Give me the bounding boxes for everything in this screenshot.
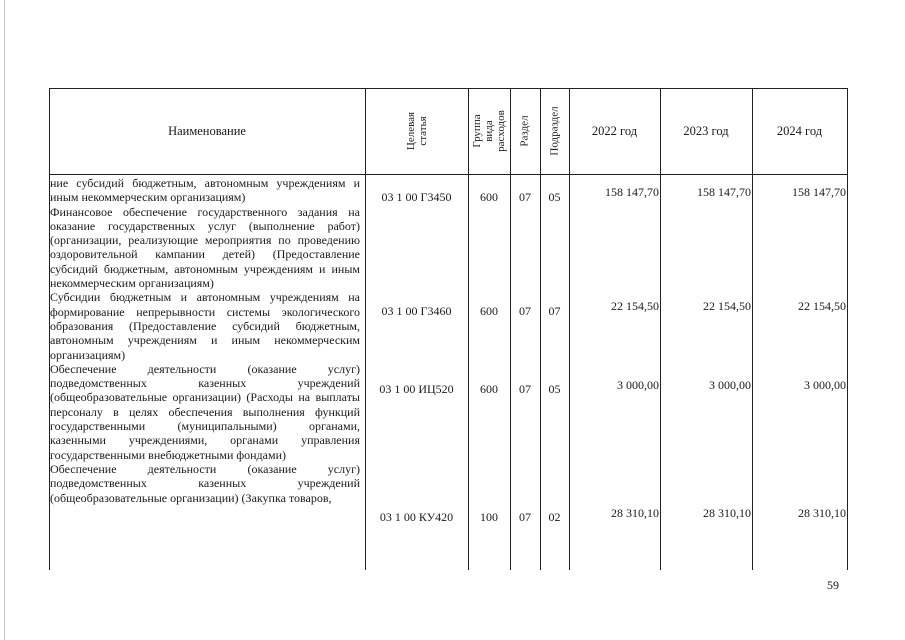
row-value-2024: 158 147,70 (792, 185, 846, 199)
scan-edge-line (4, 0, 5, 640)
row-code: 03 1 00 ИЦ520 (379, 382, 454, 396)
page-number: 59 (827, 578, 839, 592)
row-subsection: 05 (548, 190, 561, 204)
header-subsection: Подраздел (548, 106, 561, 156)
row-value-2022: 3 000,00 (617, 378, 659, 392)
row-value-2024: 22 154,50 (798, 299, 846, 313)
row-group: 100 (480, 510, 498, 524)
row-code: 03 1 00 Г3460 (381, 304, 452, 318)
name-paragraph: Обеспечение деятельности (оказание услуг) подведомственных казенных учреждений (общеобразовательные организации) (Закупка товаров, (50, 461, 360, 505)
name-column (50, 176, 360, 505)
row-value-2022: 158 147,70 (605, 185, 659, 199)
row-group: 600 (480, 304, 498, 318)
name-paragraph: Обеспечение деятельности (оказание услуг) подведомственных казенных учреждений (общеобразовательные организации) (Расходы на выплаты персоналу в целях обеспечения выполнения функций государственными (муниципальными) органами, казенными учреждениями, органами управления государственными внебюджетными фондами) (50, 361, 360, 462)
row-section: 07 (519, 510, 531, 524)
row-code: 03 1 00 Г3450 (381, 190, 452, 204)
row-value-2024: 3 000,00 (804, 378, 846, 392)
row-subsection: 07 (548, 304, 561, 318)
header-year-2024: 2024 год (776, 123, 823, 138)
header-name: Наименование (168, 123, 246, 138)
row-value-2024: 28 310,10 (798, 506, 846, 520)
header-expense-group: Группа вида расходов (471, 110, 507, 152)
row-subsection: 02 (548, 510, 561, 524)
header-target-article: Целевая статья (404, 111, 429, 151)
row-section: 07 (519, 304, 531, 318)
row-value-2023: 22 154,50 (703, 299, 751, 313)
header-year-2022: 2022 год (591, 123, 638, 138)
header-section: Раздел (519, 115, 531, 147)
row-section: 07 (519, 382, 531, 396)
row-subsection: 05 (548, 382, 561, 396)
row-value-2023: 158 147,70 (697, 185, 751, 199)
budget-table (49, 88, 848, 570)
row-value-2023: 28 310,10 (703, 506, 751, 520)
row-value-2022: 22 154,50 (611, 299, 659, 313)
row-value-2023: 3 000,00 (709, 378, 751, 392)
row-group: 600 (480, 382, 498, 396)
row-code: 03 1 00 КУ420 (379, 510, 454, 524)
name-paragraph: Финансовое обеспечение государственного задания на оказание государственных услуг (выполнение работ) (организации, реализующие мероприятия по проведению оздоровительной кампании детей) (Предоставление субсидий бюджетным, автономным учреждениям и иным некоммерческим организациям) (50, 204, 360, 291)
header-year-2023: 2023 год (683, 123, 729, 138)
row-value-2022: 28 310,10 (611, 506, 659, 520)
row-section: 07 (519, 190, 531, 204)
name-paragraph: ние субсидий бюджетным, автономным учреждениям и иным некоммерческим организациям) (50, 176, 360, 205)
row-group: 600 (480, 190, 498, 204)
name-paragraph: Субсидии бюджетным и автономным учреждениям на формирование непрерывности системы экологического образования (Предоставление субсидий бюджетным, автономным учреждениям и иным некоммерческим организациям) (50, 290, 360, 362)
